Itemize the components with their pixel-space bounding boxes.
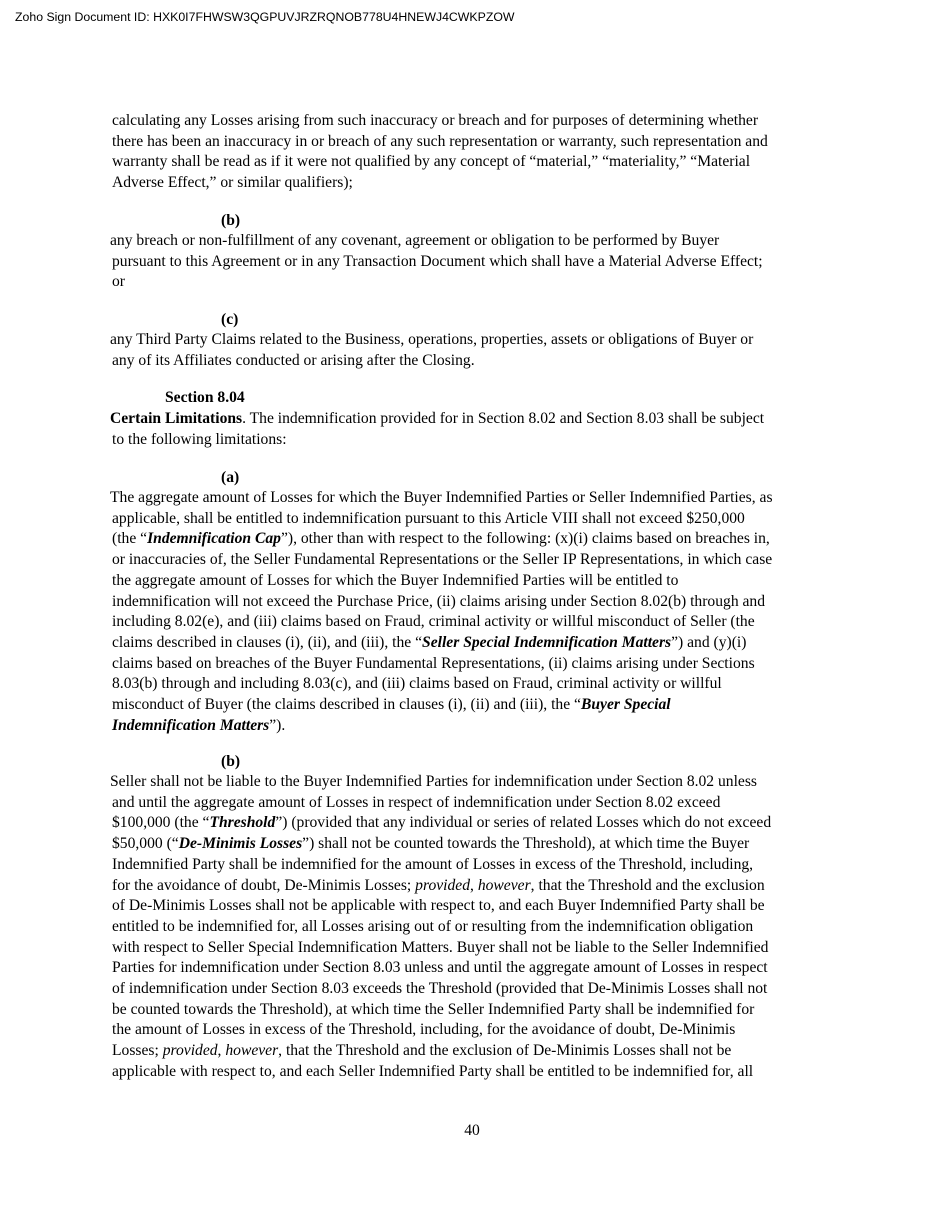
text-line: indemnification will not exceed the Purchase Price, (ii) claims arising under Section 8.02(b) through and xyxy=(112,592,766,610)
text-run: (the “ xyxy=(112,530,148,548)
clause-c-buyer xyxy=(112,330,828,371)
text-line: applicable, shall be entitled to indemnification pursuant to this Article VIII shall not exceed $250,000 xyxy=(112,509,745,527)
italic-text: however xyxy=(225,1042,279,1060)
section-heading: Certain Limitations xyxy=(110,410,243,427)
italic-text: provided xyxy=(415,876,471,894)
text-line: applicable with respect to, and each Seller Indemnified Party shall be entitled to be indemnified for, all xyxy=(112,1062,754,1080)
text-line xyxy=(112,1041,828,1062)
defined-term: Seller Special Indemnification Matters xyxy=(422,633,672,651)
text-line xyxy=(112,834,828,855)
text-line: warranty shall be read as if it were not qualified by any concept of “material,” “materiality,” “Material xyxy=(112,153,751,171)
text-run: ”) shall not be counted towards the Threshold), at which time the Buyer xyxy=(302,835,750,853)
defined-term: Indemnification Cap xyxy=(147,530,281,548)
defined-term: Indemnification Matters xyxy=(112,716,270,734)
italic-text: provided xyxy=(162,1042,218,1060)
text-run: ”) (provided that any individual or series of related Losses which do not exceed xyxy=(275,814,772,832)
text-line: or xyxy=(112,273,125,291)
clause-b-limitations xyxy=(112,772,828,1083)
text-line: of indemnification under Section 8.03 exceeds the Threshold (provided that De-Minimis Losses shall not xyxy=(112,980,768,998)
text-line: 8.03(b) through and including 8.03(c), and (iii) claims based on Fraud, criminal activity or willful xyxy=(112,675,722,693)
text-run: $50,000 (“ xyxy=(112,835,179,853)
text-line: to the following limitations: xyxy=(112,430,287,448)
clause-label: (b) xyxy=(221,753,241,770)
text-line: any Third Party Claims related to the Business, operations, properties, assets or obligations of Buyer or xyxy=(110,331,754,348)
text-line xyxy=(112,716,828,737)
text-line: and until the aggregate amount of Losses in respect of indemnification under Section 8.02 exceed xyxy=(112,793,721,811)
text-run: ”), other than with respect to the following: (x)(i) claims based on breaches in, xyxy=(280,530,770,548)
text-line: there has been an inaccuracy in or breach of any such representation or warranty, such representation and xyxy=(112,132,768,150)
defined-term: De-Minimis Losses xyxy=(178,835,303,853)
clause-label: (a) xyxy=(221,469,240,486)
text-line xyxy=(112,813,828,834)
text-line: entitled to be indemnified for, all Losses arising out of or resulting from the indemnification obligation xyxy=(112,917,754,935)
section-8-04 xyxy=(112,409,828,450)
text-run: , that the Threshold and the exclusion of De-Minimis Losses shall not be xyxy=(278,1042,732,1060)
clause-a-limitations xyxy=(112,488,828,736)
text-line: any of its Affiliates conducted or arising after the Closing. xyxy=(112,351,475,369)
text-line: the aggregate amount of Losses for which the Buyer Indemnified Parties will be entitled to xyxy=(112,571,679,589)
text-line: the amount of Losses in excess of the Threshold, including, for the avoidance of doubt, De-Minimis xyxy=(112,1021,736,1039)
section-label: Section 8.04 xyxy=(165,389,245,406)
italic-text: however xyxy=(477,876,531,894)
text-line: be counted towards the Threshold), at which time the Seller Indemnified Party shall be indemnified for xyxy=(112,1000,755,1018)
clause-label: (b) xyxy=(221,212,241,229)
text-line: claims based on breaches of the Buyer Fundamental Representations, (ii) claims arising under Sections xyxy=(112,654,755,672)
intro-paragraph xyxy=(112,111,828,194)
defined-term: Buyer Special xyxy=(580,696,671,714)
text-run: ”) and (y)(i) xyxy=(671,633,747,651)
text-line: of De-Minimis Losses shall not be applicable with respect to, and each Buyer Indemnified Party shall be xyxy=(112,897,765,915)
text-line xyxy=(112,633,828,654)
page-number: 40 xyxy=(464,1122,480,1139)
text-run: , xyxy=(470,876,478,894)
defined-term: Threshold xyxy=(209,814,276,832)
text-line: The aggregate amount of Losses for which the Buyer Indemnified Parties or Seller Indemnified Parties, as xyxy=(110,489,773,506)
clause-label: (c) xyxy=(221,311,239,328)
text-line: calculating any Losses arising from such inaccuracy or breach and for purposes of determining whether xyxy=(112,112,759,129)
text-line: Parties for indemnification under Section 8.03 unless and until the aggregate amount of Losses in respect xyxy=(112,959,768,977)
document-id: Zoho Sign Document ID: HXK0I7FHWSW3QGPUVJRZRQNOB778U4HNEWJ4CWKPZOW xyxy=(15,10,515,24)
text-run: , xyxy=(217,1042,226,1060)
text-run: misconduct of Buyer (the claims described in clauses (i), (ii) and (iii), the “ xyxy=(112,696,581,714)
text-line xyxy=(112,695,828,716)
text-line xyxy=(112,876,828,897)
clause-b-buyer xyxy=(112,231,828,293)
text-line: Seller shall not be liable to the Buyer Indemnified Parties for indemnification under Section 8.02 unless xyxy=(110,773,757,790)
text-line: including 8.02(e), and (iii) claims based on Fraud, criminal activity or willful misconduct of Seller (the xyxy=(112,613,755,631)
text-line: Indemnified Party shall be indemnified for the amount of Losses in excess of the Threshold, including, xyxy=(112,855,754,873)
text-line: with respect to Seller Special Indemnification Matters. Buyer shall not be liable to the Seller Indemnified xyxy=(112,938,769,956)
text-run: for the avoidance of doubt, De-Minimis Losses; xyxy=(112,876,416,894)
text-run: . The indemnification provided for in Section 8.02 and Section 8.03 shall be subject xyxy=(242,410,765,427)
text-line: or inaccuracies of, the Seller Fundamental Representations or the Seller IP Representations, in which case xyxy=(112,551,773,569)
text-line: any breach or non-fulfillment of any covenant, agreement or obligation to be performed by Buyer xyxy=(110,232,720,249)
text-line: Adverse Effect,” or similar qualifiers); xyxy=(112,174,353,192)
text-line xyxy=(110,409,828,430)
text-run: ”). xyxy=(269,716,286,734)
text-run: claims described in clauses (i), (ii), and (iii), the “ xyxy=(112,633,423,651)
text-run: , that the Threshold and the exclusion xyxy=(530,876,765,894)
text-run: Losses; xyxy=(112,1042,163,1060)
text-line: pursuant to this Agreement or in any Transaction Document which shall have a Material Adverse Effect; xyxy=(112,252,763,270)
text-run: $100,000 (the “ xyxy=(112,814,210,832)
text-line xyxy=(112,529,828,550)
